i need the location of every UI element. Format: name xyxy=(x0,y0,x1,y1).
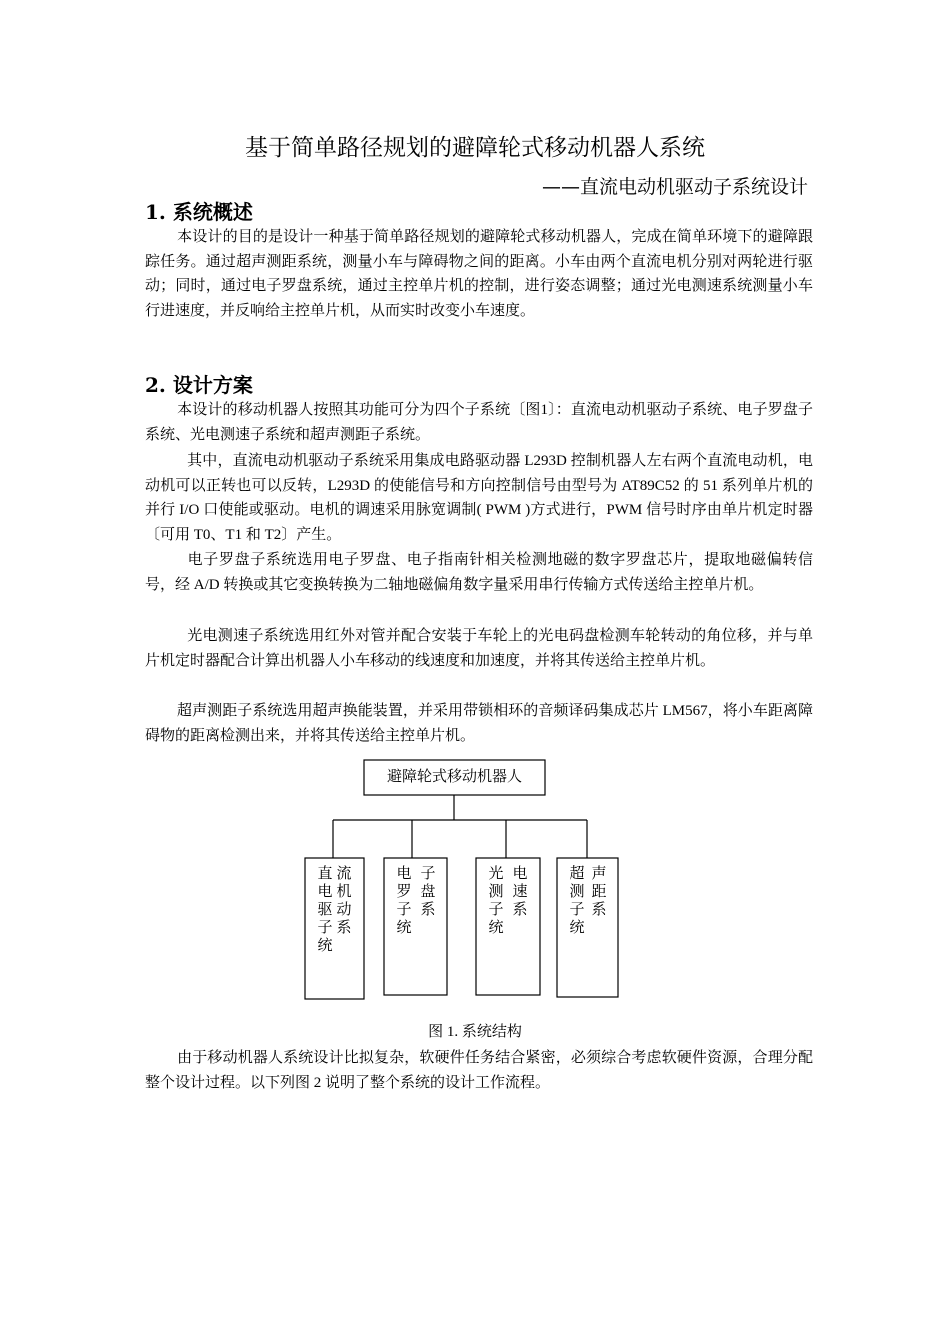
child-4-col-1: 超测子统 xyxy=(569,866,585,936)
section2-heading: 2. 设计方案 xyxy=(145,373,253,397)
section2-text-3: 电子罗盘子系统选用电子罗盘、电子指南针相关检测地磁的数字罗盘芯片，提取地磁偏转信号，经 A/D 转换或其它变换转换为二轴地磁偏角数字量采用串行传输方式传送给主控单片机。 xyxy=(145,552,813,593)
section2-text-4: 光电测速子系统选用红外对管并配合安装于车轮上的光电码盘检测车轮转动的角位移，并与单片机定时器配合计算出机器人小车移动的线速度和加速度，并将其传送给主控单片机。 xyxy=(145,628,813,669)
child-4-col-2: 声距系 xyxy=(591,866,607,918)
child-1-col-2: 流机动系 xyxy=(336,866,352,936)
child-1-col-1: 直电驱子统 xyxy=(317,866,333,954)
closing-text: 由于移动机器人系统设计比拟复杂，软硬件任务结合紧密，必须综合考虑软硬件资源，合理分配整个设计过程。以下列图 2 说明了整个系统的设计工作流程。 xyxy=(145,1050,813,1091)
child-3-col-1: 光测子统 xyxy=(488,866,504,936)
child-3-col-2: 电速系 xyxy=(512,866,528,918)
closing-paragraph xyxy=(145,1046,813,1095)
section2-text-1: 本设计的移动机器人按照其功能可分为四个子系统〔图1〕：直流电动机驱动子系统、电子罗盘子系统、光电测速子系统和超声测距子系统。 xyxy=(145,402,813,443)
child-box-4 xyxy=(557,858,618,997)
child-2-col-1: 电罗子统 xyxy=(396,866,412,936)
document-subtitle: ——直流电动机驱动子系统设计 xyxy=(541,176,808,198)
figure-caption: 图 1. 系统结构 xyxy=(428,1024,522,1040)
section1-text: 本设计的目的是设计一种基于简单路径规划的避障轮式移动机器人，完成在简单环境下的避障跟踪任务。通过超声测距系统，测量小车与障碍物之间的距离。小车由两个直流电机分别对两轮进行驱动；同时，通过电子罗盘系统，通过主控单片机的控制，进行姿态调整；通过光电测速系统测量小车行进速度，并反响给主控单片机，从而实时改变小车速度。 xyxy=(145,229,813,319)
document-title: 基于简单路径规划的避障轮式移动机器人系统 xyxy=(245,135,705,161)
child-box-1 xyxy=(305,858,364,999)
root-label: 避障轮式移动机器人 xyxy=(386,769,522,785)
section1-heading: 1. 系统概述 xyxy=(145,200,253,224)
child-box-3 xyxy=(476,858,540,995)
section2-text-5: 超声测距子系统选用超声换能装置，并采用带锁相环的音频译码集成芯片 LM567，将小车距离障碍物的距离检测出来，并将其传送给主控单片机。 xyxy=(145,703,813,744)
child-box-2 xyxy=(384,858,447,995)
section2-text-2: 其中，直流电动机驱动子系统采用集成电路驱动器 L293D 控制机器人左右两个直流电动机，电动机可以正转也可以反转，L293D 的使能信号和方向控制信号由型号为 AT89C52 的 51 系列单片机的并行 I/O 口使能或驱动。电机的调速采用脉宽调制( PWM )方式进行，PWM 信号时序由单片机定时器〔可用 T0、T1 和 T2〕产生。 xyxy=(145,453,813,543)
child-2-col-2: 子盘系 xyxy=(420,866,436,918)
